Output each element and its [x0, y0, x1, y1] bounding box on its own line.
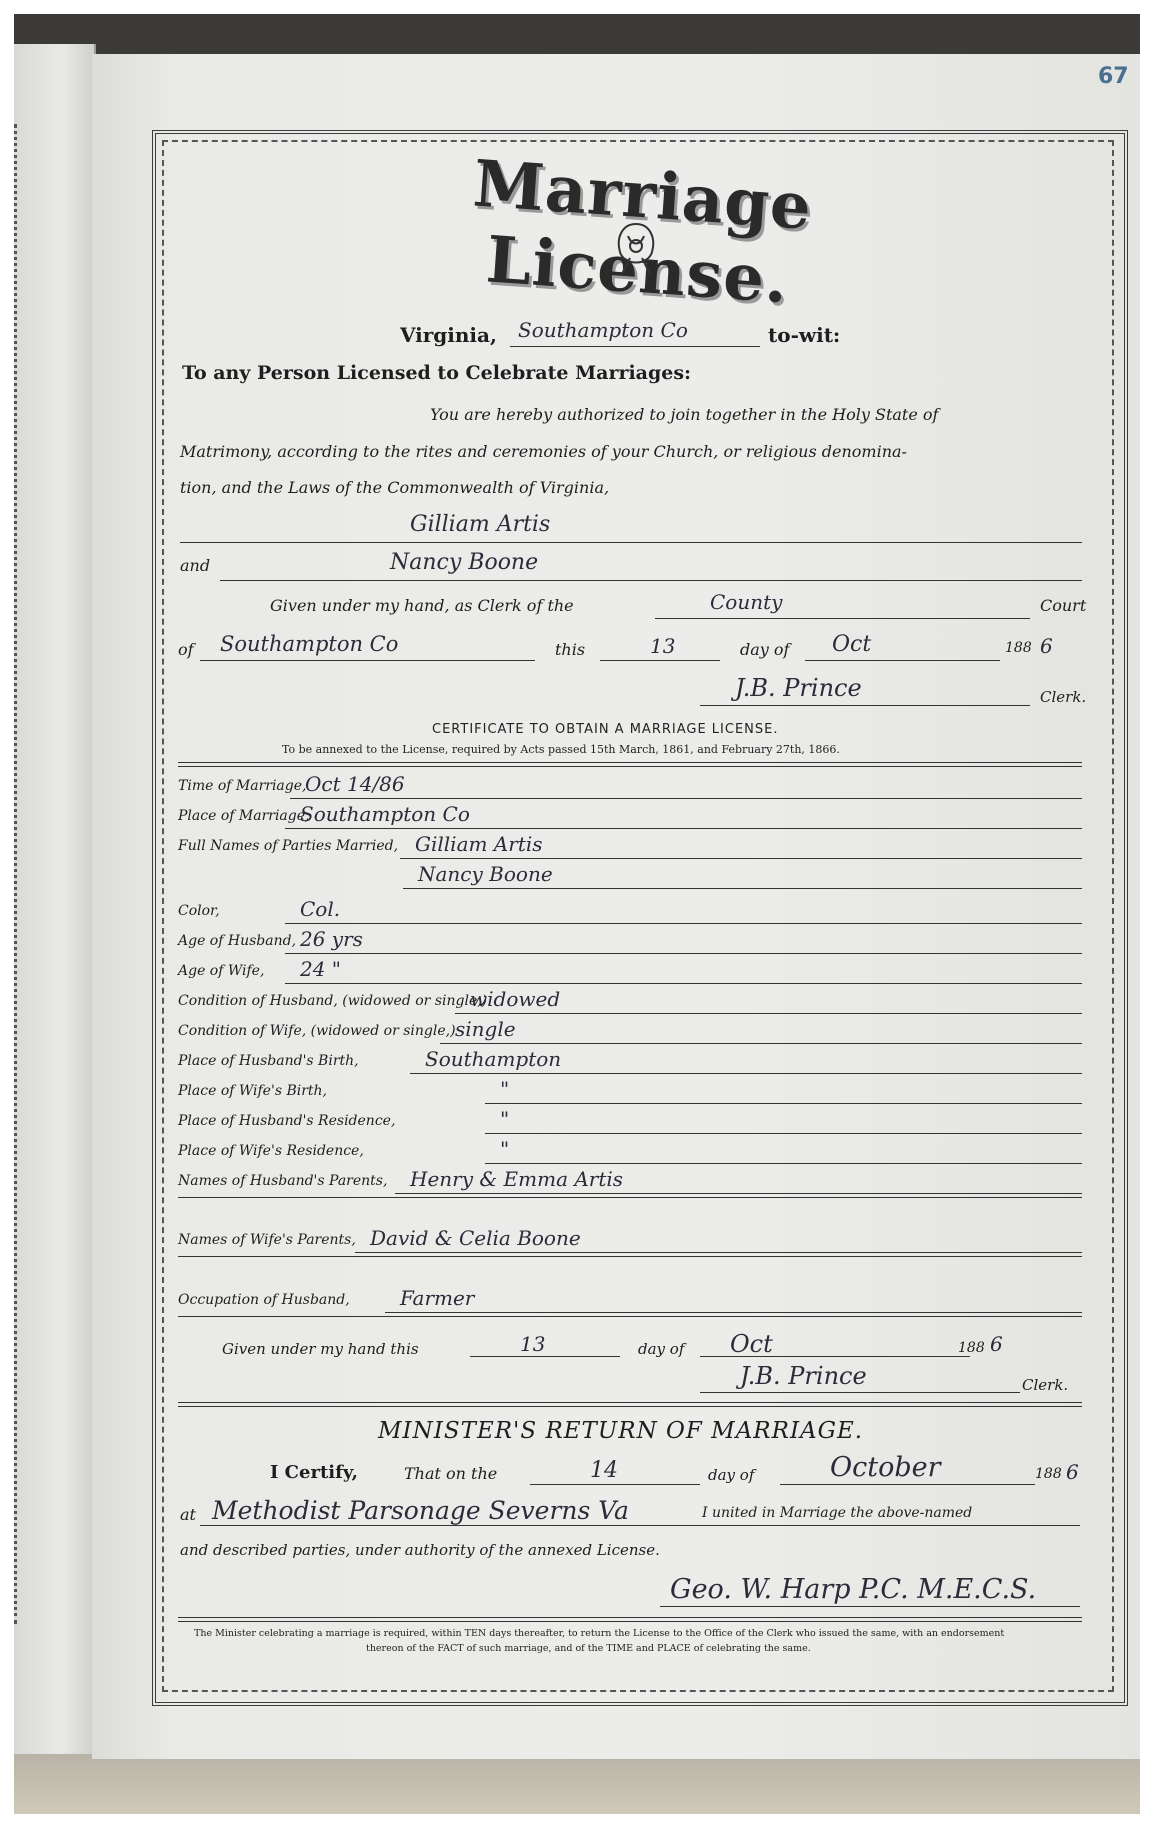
cert-field-label: Place of Husband's Birth,: [178, 1053, 359, 1069]
cert-field-value: Southampton Co: [300, 802, 470, 826]
cert-field-value: Oct 14/86: [305, 772, 405, 796]
united-text: I united in Marriage the above-named: [702, 1505, 973, 1521]
ribbon-emblem-icon: [608, 218, 664, 278]
minister-signature: Geo. W. Harp P.C. M.E.C.S.: [670, 1574, 1037, 1605]
that-label: That on the: [404, 1464, 498, 1483]
cert-field-value: David & Celia Boone: [370, 1226, 581, 1250]
return-month-rule: [780, 1484, 1035, 1485]
return-year-prefix: 188: [1035, 1466, 1062, 1482]
license-body-1: You are hereby authorized to join together in the Holy State of: [430, 405, 939, 424]
cert-field-rule: [410, 1073, 1082, 1074]
clerk-label-1: Clerk.: [1040, 688, 1087, 706]
footnote-line2: thereon of the FACT of such marriage, and of the TIME and PLACE of celebrating the same.: [366, 1643, 811, 1654]
cert-day-rule: [470, 1356, 620, 1357]
bride-name: Nancy Boone: [390, 550, 539, 575]
address-line: To any Person Licensed to Celebrate Marriages:: [182, 362, 692, 384]
cert-field-label: Names of Husband's Parents,: [178, 1173, 388, 1189]
facing-page-edge: [14, 44, 96, 1764]
footnote-line1: The Minister celebrating a marriage is required, within TEN days thereafter, to return the License to the Office of the Clerk who issued the same, with an endorsement: [194, 1628, 1005, 1639]
cert-field-rule: [285, 828, 1082, 829]
return-divider: [178, 1402, 1082, 1407]
license-body-3: tion, and the Laws of the Commonwealth of Virginia,: [180, 478, 610, 497]
cert-blank-rule: [178, 1197, 1082, 1198]
cert-day: 13: [520, 1332, 546, 1356]
cert-field-rule: [440, 1043, 1082, 1044]
cert-field-value: ": [500, 1077, 510, 1101]
table-surface: [14, 1754, 1140, 1814]
return-day-rule: [530, 1484, 700, 1485]
clerk-rule-2: [700, 1392, 1020, 1393]
cert-field-rule: [403, 888, 1082, 889]
return-line2: and described parties, under authority of the annexed License.: [180, 1541, 660, 1559]
groom-name: Gilliam Artis: [410, 512, 551, 537]
cert-field-value: Gilliam Artis: [415, 832, 543, 856]
cert-year: 6: [990, 1332, 1003, 1356]
cert-field-value: 26 yrs: [300, 927, 363, 951]
of-rule: [200, 660, 535, 661]
cert-blank-rule: [178, 1316, 1082, 1317]
place-rule: [200, 1525, 1080, 1526]
cert-field-rule: [485, 1133, 1082, 1134]
cert-field-value: widowed: [470, 987, 561, 1011]
clerk-signature-2: J.B. Prince: [740, 1362, 867, 1390]
cert-field-value: Col.: [300, 897, 341, 921]
cert-field-label: Occupation of Husband,: [178, 1292, 350, 1308]
cert-field-rule: [485, 1103, 1082, 1104]
minister-rule: [660, 1606, 1080, 1607]
county-handwritten: Southampton Co: [518, 318, 688, 342]
cert-year-prefix: 188: [958, 1340, 985, 1356]
and-label: and: [180, 556, 211, 575]
state-label: Virginia,: [400, 323, 497, 347]
cert-field-rule: [385, 1312, 1082, 1313]
of-handwritten: Southampton Co: [220, 632, 399, 656]
cert-field-value: Southampton: [425, 1047, 562, 1071]
cert-field-value: Nancy Boone: [418, 862, 553, 886]
return-month: October: [830, 1452, 941, 1483]
cert-field-rule: [285, 923, 1082, 924]
license-year: 6: [1040, 634, 1053, 658]
cert-month-rule: [700, 1356, 970, 1357]
clerk-rule-1: [700, 705, 1030, 706]
cert-field-rule: [285, 953, 1082, 954]
cert-field-label: Place of Marriage,: [178, 808, 310, 824]
license-month: Oct: [832, 632, 872, 657]
return-place: Methodist Parsonage Severns Va: [212, 1496, 629, 1525]
license-body-2: Matrimony, according to the rites and ceremonies of your Church, or religious denomina-: [180, 442, 907, 461]
cert-field-value: Farmer: [400, 1286, 475, 1310]
certificate-heading: CERTIFICATE TO OBTAIN A MARRIAGE LICENSE.: [432, 722, 779, 737]
cert-field-label: Age of Wife,: [178, 963, 265, 979]
cert-field-label: Color,: [178, 903, 220, 919]
footnote-divider: [178, 1617, 1082, 1622]
cert-field-label: Full Names of Parties Married,: [178, 838, 399, 854]
license-day: 13: [650, 634, 676, 658]
clerk-signature-1: J.B. Prince: [735, 674, 862, 702]
cert-blank-rule: [178, 1256, 1082, 1257]
at-label: at: [180, 1505, 196, 1524]
cert-field-value: single: [455, 1017, 516, 1041]
cert-field-label: Place of Husband's Residence,: [178, 1113, 396, 1129]
court-label: Court: [1040, 596, 1087, 615]
cert-field-rule: [400, 858, 1082, 859]
return-day: 14: [590, 1458, 618, 1483]
cert-field-label: Condition of Husband, (widowed or single,): [178, 993, 488, 1009]
to-wit-label: to-wit:: [768, 323, 841, 347]
county-rule: [510, 346, 760, 347]
return-day-of-label: day of: [708, 1466, 755, 1484]
certificate-subheading: To be annexed to the License, required by Acts passed 15th March, 1861, and February 27th, 1866.: [282, 743, 840, 756]
bride-rule: [220, 580, 1082, 581]
cert-field-rule: [290, 798, 1082, 799]
month-rule: [805, 660, 1000, 661]
cert-field-rule: [285, 983, 1082, 984]
page-number: 67: [1098, 64, 1129, 89]
cert-field-rule: [355, 1252, 1082, 1253]
day-rule: [600, 660, 720, 661]
cert-given-label: Given under my hand this: [222, 1340, 419, 1358]
court-handwritten: County: [710, 590, 783, 614]
cert-field-rule: [395, 1193, 1082, 1194]
cert-field-value: 24 ": [300, 957, 342, 981]
cert-field-label: Time of Marriage,: [178, 778, 307, 794]
cert-day-of-label: day of: [638, 1340, 685, 1358]
certify-label: I Certify,: [270, 1462, 358, 1483]
return-heading: MINISTER'S RETURN OF MARRIAGE.: [378, 1418, 864, 1444]
return-year: 6: [1066, 1460, 1079, 1484]
cert-field-rule: [455, 1013, 1082, 1014]
clerk-label-2: Clerk.: [1022, 1376, 1069, 1394]
of-label: of: [178, 640, 194, 659]
court-rule: [655, 618, 1030, 619]
day-of-label: day of: [740, 640, 790, 659]
cert-field-label: Condition of Wife, (widowed or single,): [178, 1023, 456, 1039]
cert-field-value: ": [500, 1107, 510, 1131]
groom-rule: [180, 542, 1082, 543]
cert-field-label: Names of Wife's Parents,: [178, 1232, 356, 1248]
certificate-divider: [178, 762, 1082, 767]
document-title: Marriage License.: [470, 146, 815, 319]
cert-field-value: Henry & Emma Artis: [410, 1167, 624, 1191]
cert-field-value: ": [500, 1137, 510, 1161]
cert-month: Oct: [730, 1330, 773, 1358]
year-prefix: 188: [1005, 640, 1032, 656]
given-label: Given under my hand, as Clerk of the: [270, 596, 574, 615]
cert-field-rule: [485, 1163, 1082, 1164]
this-label: this: [555, 640, 586, 659]
cert-field-label: Place of Wife's Birth,: [178, 1083, 328, 1099]
cert-field-label: Place of Wife's Residence,: [178, 1143, 364, 1159]
cert-field-label: Age of Husband,: [178, 933, 297, 949]
